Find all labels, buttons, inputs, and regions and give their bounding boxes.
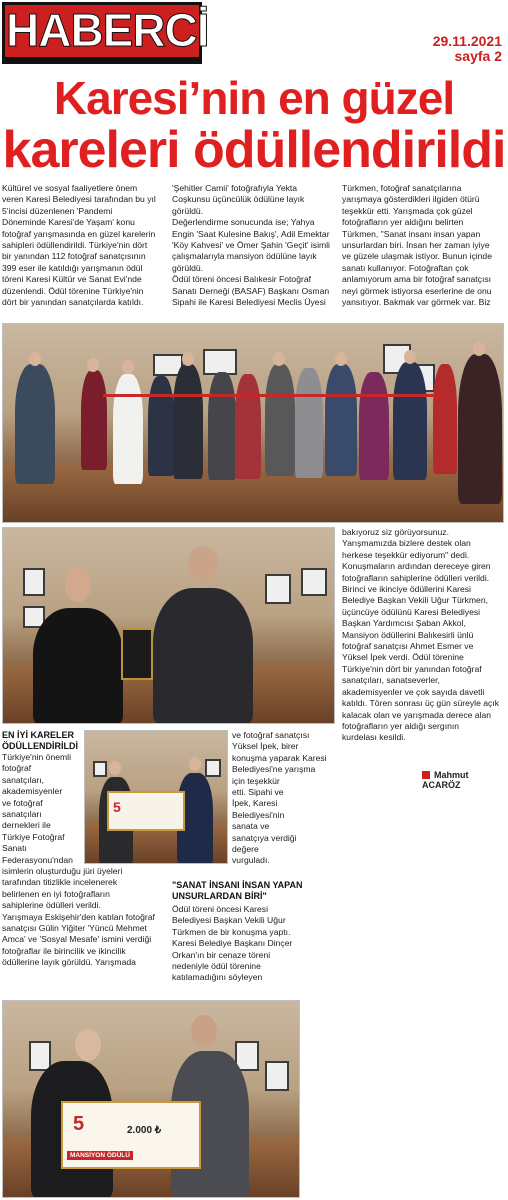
headline-line-1: Karesi’nin en güzel: [53, 72, 455, 124]
page-number: sayfa 2: [454, 48, 502, 64]
section1-narrow-text: Türkiye'nin önemli fotoğraf sanatçıları, akademisyenler ve fotoğraf sanatçıları dernekleri ile Türkiye Fotoğraf Sanatı Federasyonu'ndan: [2, 752, 73, 865]
right-column-text: bakıyoruz siz görüyorsunuz. Yarışmamızda bizlere destek olan herkese teşekkür ediyorum" dedi. Konuşmaların ardından dereceye giren fotoğrafların sahiplerine ödülleri verildi. Birinci ve ikinciye ödüllerini Karesi Belediye Başkan Vekili Uğur Türkmen, üçüncüye ödülünü Karesi Belediyesi Başkan Yardımcısı Şaban Akkol, Mansiyon ödüllerini Balıkesirli ünlü fotoğraf sanatçısı Ahmet Esmer ve Yüksel İpek verdi. Ödül törenine Türkiye'nin dört bir yanından fotoğraf sanatçıları, sanatseverler, akademisyenler ve çok sayıda davetli katıldı. Tören sonrası üç gün süreyle açık kalacak olan ve yarışmada derece alan fotoğrafların yer aldığı sergının kurdelası kesildi.: [342, 527, 499, 743]
award-photo-winner: [2, 527, 335, 724]
section-heading-awards: EN İYİ KARELER ÖDÜLLENDİRİLDİ: [2, 730, 78, 751]
byline-marker-icon: [422, 771, 430, 779]
certificate-amount: 2.000 ₺: [127, 1125, 162, 1136]
issue-date: 29.11.2021: [432, 33, 502, 49]
certificate-small: [107, 791, 185, 831]
certificate-label: MANSİYON ÖDÜLÜ: [67, 1151, 133, 1160]
section1-wide-text: isimlerin oluşturduğu jüri üyeleri tarafından titizlikle incelenerek belirlenen en iyi fotoğrafların sahiplerine ödülleri verildi. Yarışmaya Eskişehir'den katılan fotoğraf sanatçısı Gülin Yiğiter 'Yüncü Mehmet Amca' ve 'Sosyal Mesafe' ismini verdiği fotoğraflar ile birincilik ve ikincilik ödüllerine layık görüldü. Yarışmada: [2, 866, 155, 968]
ribbon-cutting-photo: [2, 323, 504, 523]
logo-text: HABERCİ: [6, 4, 209, 56]
intro-column-1: Kültürel ve sosyal faaliyetlere önem veren Karesi Belediyesi tarafından bu yıl 5'incisi düzenlenen 'Pandemi Döneminde Karesi'de Yaşam' konu fotoğraf yarışmasında en güzel karelerin sahipleri ödüllendirildi. Türkiye'nin dört bir yanından 112 fotoğraf sanatçısının 399 eser ile katıldığı yarışmanın ödül töreni Karesi Kültür ve Sanat Evi'nde düzenlendi. Ödül törenine Türkiye'nin dört bir yanından sanatçılarda katıldı.: [2, 183, 156, 308]
intro-column-3: Türkmen, fotoğraf sanatçılarına yarışmaya gösterdikleri ilgiden ötürü teşekkür etti. Yarışmada çok güzel fotoğrafların yer aldığını belirten Türkmen, "Sanat insanı insan yapan unsurlardan biri. İnsan her zaman iyiye ve güzele ulaşmak istiyor. Bunun içinde sanatı kullanıyor. Fotoğraftan çok anlamıyorum ama bir fotoğraf sanatçısı neyi görmek istiyorsa eserlerine de onu yansıtıyor. Bakmak var görmek var. Biz: [342, 183, 492, 308]
author-name: Mahmut ACARÖZ: [422, 770, 469, 790]
section2-text: Ödül töreni öncesi Karesi Belediyesi Başkan Vekili Uğur Türkmen de bir konuşma yaptı. Karesi Belediye Başkanı Dinçer Orkan'ın bir cenaze töreni nedeniyle ödül törenine katılamadığını söyleyen: [172, 904, 293, 983]
certificate-small-number: 5: [113, 799, 121, 815]
headline-line-2: kareleri ödüllendirildi: [2, 121, 506, 179]
masthead-logo: [2, 2, 209, 64]
middle-column-text: ve fotoğraf sanatçısı Yüksel İpek, birer konuşma yaparak Karesi Belediyesi'ne yarışma için teşekkür etti. Sipahi ve İpek, Karesi Belediyesi'nin sanata ve sanatçıya verdiği değere vurguladı.: [232, 730, 327, 866]
certificate-large: [61, 1101, 201, 1169]
intro-column-2: 'Şehitler Camii' fotoğrafıyla Yekta Coşkunsu üçüncülük ödülüne layık görüldü. Değerlendirme sonucunda ise; Yahya Engin 'Saat Kulesine Bakış', Adil Emektar 'Köy Kahvesi' ve Ömer Şahin 'Geçit' isimli çalışmalarıyla mansiyon ödülüne layık görüldü. Ödül töreni öncesi Balıkesir Fotoğraf Sanatı Derneği (BASAF) Başkanı Osman Sipahi ile Karesi Belediyesi Meclis Üyesi: [172, 183, 330, 308]
award-photo-mention: [2, 1000, 300, 1198]
byline: [422, 770, 508, 790]
certificate-large-number: 5: [73, 1113, 85, 1135]
award-photo-certificate: [84, 730, 228, 864]
article-headline: [0, 72, 508, 179]
issue-meta: [433, 34, 502, 64]
section-heading-quote: "SANAT İNSANI İNSAN YAPAN UNSURLARDAN BİRİ": [172, 880, 303, 901]
